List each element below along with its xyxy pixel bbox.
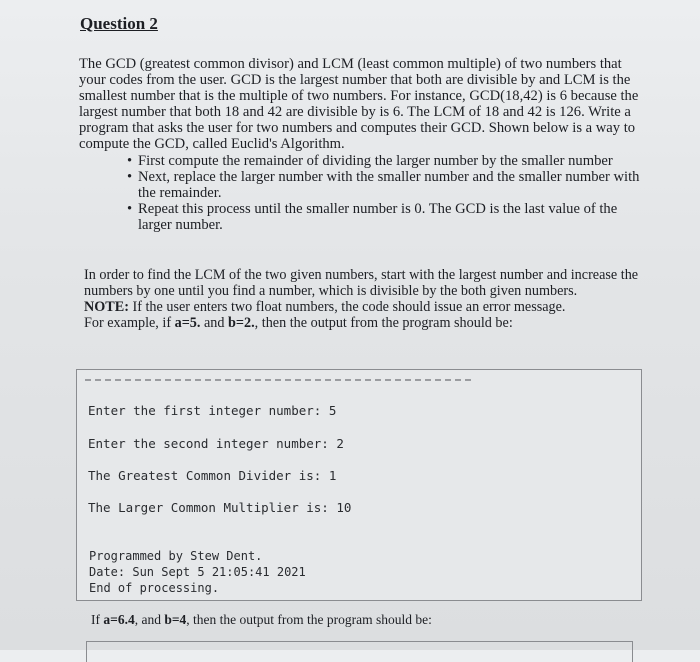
example-b-value: b=2. bbox=[228, 315, 255, 331]
lcm-description bbox=[84, 267, 644, 331]
note-paragraph bbox=[84, 299, 644, 315]
problem-description bbox=[79, 56, 651, 233]
example-prefix: For example, if bbox=[84, 315, 175, 331]
intro-paragraph: The GCD (greatest common divisor) and LCM (least common multiple) of two numbers that your codes from the user. GCD is the largest number that both are divisible by and LCM is the smallest number that is the multiple of two numbers. For instance, GCD(18,42) is 6 because the largest number that both 18 and 42 are divisible by is 6. The LCM of 18 and 42 is 126. Write a program that asks the user for two numbers and computes their GCD. Shown below is a way to compute the GCD, called Euclid's Algorithm. bbox=[79, 56, 639, 152]
after-suffix: , then the output from the program should be: bbox=[186, 612, 432, 627]
console-footer-line: End of processing. bbox=[89, 581, 220, 595]
example-suffix: , then the output from the program should be: bbox=[254, 315, 513, 331]
after-a-value: a=6.4 bbox=[103, 612, 135, 627]
note-label: NOTE: bbox=[84, 299, 129, 315]
step-item: • Next, replace the larger number with the smaller number and the smaller number with the remainder. bbox=[129, 169, 651, 201]
algorithm-steps bbox=[79, 153, 651, 233]
second-console-box bbox=[86, 641, 633, 662]
lcm-paragraph: In order to find the LCM of the two given numbers, start with the largest number and increase the numbers by one until you find a number, which is divisible by the both given numbers. bbox=[84, 267, 639, 299]
console-footer bbox=[89, 548, 306, 596]
note-text: If the user enters two float numbers, the code should issue an error message. bbox=[128, 299, 566, 315]
example-and: and bbox=[200, 315, 229, 331]
console-line: Enter the second integer number: 2 bbox=[88, 436, 344, 451]
question-heading: Question 2 bbox=[80, 14, 158, 33]
after-mid: , and bbox=[134, 612, 165, 627]
after-prefix: If bbox=[91, 612, 104, 627]
console-line: The Larger Common Multiplier is: 10 bbox=[88, 500, 352, 515]
console-footer-line: Programmed by Stew Dent. bbox=[89, 549, 263, 563]
step-item: • Repeat this process until the smaller number is 0. The GCD is the last value of the larger number. bbox=[129, 201, 651, 233]
second-example-text bbox=[91, 612, 432, 628]
console-footer-line: Date: Sun Sept 5 21:05:41 2021 bbox=[89, 565, 306, 579]
example-paragraph bbox=[84, 315, 644, 331]
example-a-value: a=5. bbox=[174, 315, 201, 331]
console-output-box bbox=[76, 369, 642, 601]
after-b-value: b=4 bbox=[164, 612, 187, 627]
console-line: Enter the first integer number: 5 bbox=[88, 403, 337, 418]
dashed-divider bbox=[85, 379, 471, 381]
console-line: The Greatest Common Divider is: 1 bbox=[88, 468, 337, 483]
step-item: • First compute the remainder of dividing the larger number by the smaller number bbox=[129, 153, 651, 169]
